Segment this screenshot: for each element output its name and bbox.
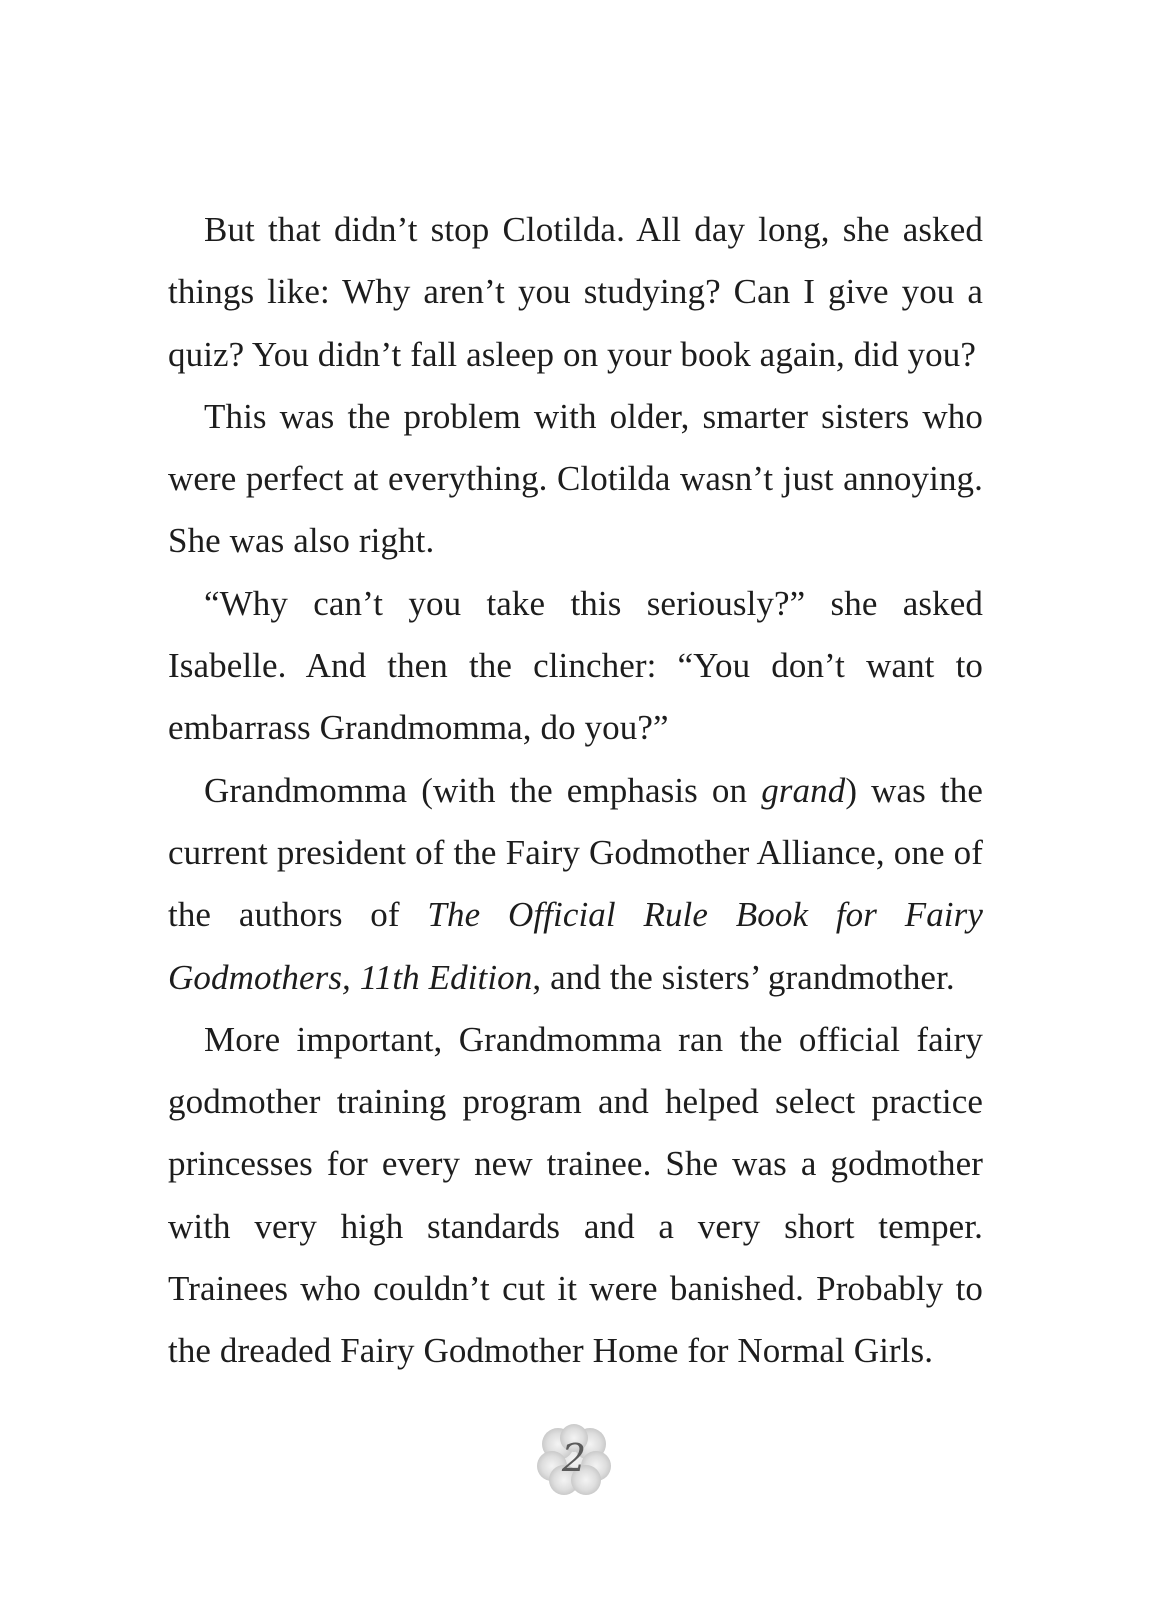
paragraph-1-text: But that didn’t stop Clotilda. All day long, she asked things like: Why aren’t you studying? Can I give you a quiz? You didn’t fall asleep on your book again, did you? — [168, 210, 983, 374]
paragraph-2 — [168, 386, 983, 573]
paragraph-1 — [168, 199, 983, 386]
body-text — [168, 199, 983, 1383]
paragraph-4-book-title: The Official Rule Book for Fairy Godmothers, 11th Edition — [168, 895, 983, 997]
paragraph-4-text-c: , and the sisters’ grandmother. — [532, 957, 955, 997]
page-folio — [532, 1422, 616, 1498]
page-number: 2 — [561, 1436, 587, 1480]
paragraph-3-text: “Why can’t you take this seriously?” she asked Isabelle. And then the clincher: “You don’t want to embarrass Grandmomma, do you?” — [168, 583, 983, 748]
paragraph-4-italic-grand: grand — [761, 770, 846, 810]
paragraph-5-text: More important, Grandmomma ran the official fairy godmother training program and helped select practice princesses for every new trainee. She was a godmother with very high standards and a very short temper. Trainees who couldn’t cut it were banished. Probably to the dreaded Fairy Godmother Home for Normal Girls. — [168, 1019, 983, 1371]
paragraph-3 — [168, 573, 983, 760]
paragraph-5 — [168, 1009, 983, 1383]
paragraph-4 — [168, 760, 983, 1009]
paragraph-2-text: This was the problem with older, smarter sisters who were perfect at everything. Clotilda wasn’t just annoying. She was also right. — [168, 396, 983, 561]
paragraph-4-text-a: Grandmomma (with the emphasis on — [204, 770, 762, 810]
paragraph-4-text-b: ) was the current president of the Fairy Godmother Alliance, one of the authors of — [168, 770, 984, 935]
